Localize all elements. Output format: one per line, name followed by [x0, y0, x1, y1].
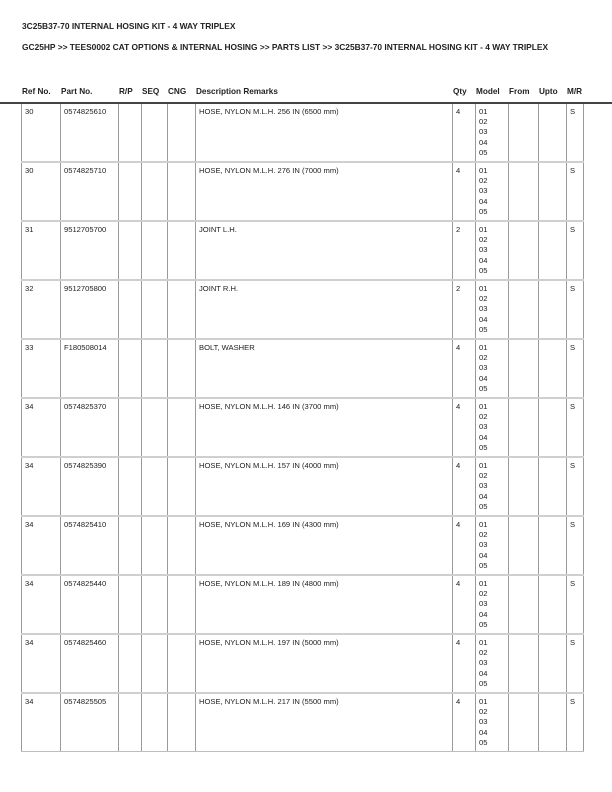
model-code: 05: [479, 442, 488, 452]
cell-ref: 31: [22, 221, 61, 280]
cell-from: [509, 516, 539, 575]
cell-cng: [168, 104, 196, 162]
model-code: 04: [479, 609, 488, 619]
cell-ref: 33: [22, 339, 61, 398]
model-code: 04: [479, 491, 488, 501]
cell-upto: [539, 575, 567, 634]
cell-cng: [168, 516, 196, 575]
cell-part: 0574825505: [61, 693, 119, 752]
cell-part: 0574825370: [61, 398, 119, 457]
cell-qty: 4: [453, 104, 476, 162]
cell-upto: [539, 398, 567, 457]
table-header: [0, 87, 612, 99]
model-code: 04: [479, 727, 488, 737]
cell-rp: [119, 575, 142, 634]
cell-upto: [539, 280, 567, 339]
cell-models: [476, 575, 509, 634]
cell-qty: 4: [453, 339, 476, 398]
cell-desc: HOSE, NYLON M.L.H. 256 IN (6500 mm): [196, 104, 453, 162]
cell-cng: [168, 280, 196, 339]
model-code: 05: [479, 147, 488, 157]
model-code: 04: [479, 432, 488, 442]
cell-ref: 34: [22, 575, 61, 634]
table-row: [22, 693, 584, 752]
col-header-cng: CNG: [168, 87, 187, 96]
col-header-model: Model: [476, 87, 500, 96]
col-header-qty: Qty: [453, 87, 467, 96]
page-title: 3C25B37-70 INTERNAL HOSING KIT - 4 WAY TRIPLEX: [22, 21, 236, 31]
cell-rp: [119, 398, 142, 457]
cell-mr: S: [567, 280, 584, 339]
cell-cng: [168, 398, 196, 457]
cell-desc: HOSE, NYLON M.L.H. 169 IN (4300 mm): [196, 516, 453, 575]
model-code: 02: [479, 294, 488, 304]
model-code: 02: [479, 353, 488, 363]
model-code: 01: [479, 107, 488, 116]
cell-ref: 34: [22, 457, 61, 516]
model-code: 05: [479, 737, 488, 747]
cell-upto: [539, 339, 567, 398]
cell-from: [509, 162, 539, 221]
col-header-upto: Upto: [539, 87, 558, 96]
model-code: 03: [479, 363, 488, 373]
cell-models: [476, 693, 509, 752]
cell-qty: 2: [453, 280, 476, 339]
cell-part: 0574825610: [61, 104, 119, 162]
model-code: 02: [479, 471, 488, 481]
model-code: 02: [479, 530, 488, 540]
cell-mr: S: [567, 634, 584, 693]
breadcrumb: GC25HP >> TEES0002 CAT OPTIONS & INTERNAL HOSING >> PARTS LIST >> 3C25B37-70 INTERNAL HOSING KIT - 4 WAY TRIPLEX: [22, 42, 549, 52]
model-code: 02: [479, 117, 488, 127]
cell-rp: [119, 280, 142, 339]
cell-desc: JOINT R.H.: [196, 280, 453, 339]
cell-models: [476, 634, 509, 693]
cell-seq: [142, 104, 168, 162]
cell-rp: [119, 516, 142, 575]
model-code: 01: [479, 697, 488, 706]
cell-models: [476, 221, 509, 280]
cell-seq: [142, 575, 168, 634]
model-code: 04: [479, 196, 488, 206]
cell-mr: S: [567, 221, 584, 280]
cell-cng: [168, 457, 196, 516]
model-code: 01: [479, 225, 488, 234]
cell-part: 9512705700: [61, 221, 119, 280]
model-code: 01: [479, 579, 488, 588]
model-code: 02: [479, 235, 488, 245]
cell-from: [509, 280, 539, 339]
cell-qty: 4: [453, 634, 476, 693]
cell-rp: [119, 162, 142, 221]
model-code: 03: [479, 717, 488, 727]
table-row: [22, 162, 584, 221]
model-code: 01: [479, 402, 488, 411]
cell-desc: HOSE, NYLON M.L.H. 197 IN (5000 mm): [196, 634, 453, 693]
table-row: [22, 575, 584, 634]
cell-models: [476, 104, 509, 162]
cell-rp: [119, 634, 142, 693]
model-code: 03: [479, 658, 488, 668]
model-code: 05: [479, 265, 488, 275]
cell-part: 0574825460: [61, 634, 119, 693]
table-row: [22, 457, 584, 516]
cell-ref: 34: [22, 398, 61, 457]
model-code: 05: [479, 383, 488, 393]
cell-upto: [539, 457, 567, 516]
cell-from: [509, 104, 539, 162]
cell-cng: [168, 162, 196, 221]
model-code: 01: [479, 520, 488, 529]
cell-from: [509, 339, 539, 398]
cell-part: 0574825440: [61, 575, 119, 634]
cell-qty: 4: [453, 693, 476, 752]
cell-part: F180508014: [61, 339, 119, 398]
table-row: [22, 398, 584, 457]
table-row: [22, 634, 584, 693]
cell-qty: 4: [453, 162, 476, 221]
model-code: 02: [479, 707, 488, 717]
cell-seq: [142, 280, 168, 339]
cell-from: [509, 398, 539, 457]
cell-cng: [168, 634, 196, 693]
cell-models: [476, 457, 509, 516]
parts-table-body: [22, 104, 584, 752]
cell-desc: JOINT L.H.: [196, 221, 453, 280]
model-code: 05: [479, 501, 488, 511]
table-row: [22, 280, 584, 339]
cell-rp: [119, 221, 142, 280]
cell-models: [476, 516, 509, 575]
model-code: 03: [479, 599, 488, 609]
model-code: 04: [479, 314, 488, 324]
cell-upto: [539, 634, 567, 693]
cell-desc: HOSE, NYLON M.L.H. 217 IN (5500 mm): [196, 693, 453, 752]
model-code: 01: [479, 461, 488, 470]
cell-desc: HOSE, NYLON M.L.H. 157 IN (4000 mm): [196, 457, 453, 516]
col-header-seq: SEQ: [142, 87, 160, 96]
col-header-mr: M/R: [567, 87, 583, 96]
cell-mr: S: [567, 104, 584, 162]
cell-ref: 30: [22, 162, 61, 221]
cell-from: [509, 634, 539, 693]
cell-part: 0574825710: [61, 162, 119, 221]
model-code: 03: [479, 186, 488, 196]
model-code: 05: [479, 619, 488, 629]
model-code: 01: [479, 166, 488, 175]
cell-mr: S: [567, 339, 584, 398]
col-header-rp: R/P: [119, 87, 133, 96]
model-code: 03: [479, 540, 488, 550]
cell-rp: [119, 457, 142, 516]
cell-qty: 4: [453, 457, 476, 516]
model-code: 02: [479, 589, 488, 599]
model-code: 01: [479, 284, 488, 293]
model-code: 03: [479, 422, 488, 432]
model-code: 03: [479, 304, 488, 314]
cell-desc: HOSE, NYLON M.L.H. 276 IN (7000 mm): [196, 162, 453, 221]
cell-qty: 4: [453, 398, 476, 457]
cell-desc: BOLT, WASHER: [196, 339, 453, 398]
cell-ref: 34: [22, 634, 61, 693]
table-row: [22, 104, 584, 162]
cell-mr: S: [567, 575, 584, 634]
cell-mr: S: [567, 457, 584, 516]
cell-ref: 34: [22, 516, 61, 575]
cell-from: [509, 221, 539, 280]
cell-qty: 2: [453, 221, 476, 280]
cell-qty: 4: [453, 575, 476, 634]
cell-upto: [539, 162, 567, 221]
cell-mr: S: [567, 162, 584, 221]
cell-rp: [119, 339, 142, 398]
model-code: 02: [479, 648, 488, 658]
col-header-desc: Description Remarks: [196, 87, 278, 96]
model-code: 03: [479, 245, 488, 255]
model-code: 04: [479, 255, 488, 265]
model-code: 02: [479, 176, 488, 186]
model-code: 04: [479, 137, 488, 147]
cell-upto: [539, 693, 567, 752]
model-code: 05: [479, 206, 488, 216]
cell-ref: 32: [22, 280, 61, 339]
cell-upto: [539, 104, 567, 162]
cell-mr: S: [567, 693, 584, 752]
cell-models: [476, 398, 509, 457]
model-code: 05: [479, 678, 488, 688]
parts-table: [21, 104, 584, 752]
cell-part: 0574825410: [61, 516, 119, 575]
cell-cng: [168, 339, 196, 398]
cell-ref: 30: [22, 104, 61, 162]
cell-seq: [142, 516, 168, 575]
col-header-part: Part No.: [61, 87, 93, 96]
cell-qty: 4: [453, 516, 476, 575]
cell-seq: [142, 162, 168, 221]
col-header-from: From: [509, 87, 530, 96]
cell-seq: [142, 634, 168, 693]
cell-part: 0574825390: [61, 457, 119, 516]
cell-desc: HOSE, NYLON M.L.H. 146 IN (3700 mm): [196, 398, 453, 457]
cell-cng: [168, 575, 196, 634]
model-code: 01: [479, 343, 488, 352]
table-row: [22, 339, 584, 398]
table-row: [22, 516, 584, 575]
model-code: 02: [479, 412, 488, 422]
model-code: 04: [479, 373, 488, 383]
cell-seq: [142, 457, 168, 516]
cell-seq: [142, 339, 168, 398]
cell-desc: HOSE, NYLON M.L.H. 189 IN (4800 mm): [196, 575, 453, 634]
cell-from: [509, 693, 539, 752]
cell-mr: S: [567, 516, 584, 575]
cell-from: [509, 457, 539, 516]
cell-ref: 34: [22, 693, 61, 752]
table-row: [22, 221, 584, 280]
cell-cng: [168, 221, 196, 280]
cell-seq: [142, 398, 168, 457]
model-code: 04: [479, 550, 488, 560]
cell-from: [509, 575, 539, 634]
cell-cng: [168, 693, 196, 752]
cell-upto: [539, 221, 567, 280]
cell-mr: S: [567, 398, 584, 457]
cell-models: [476, 339, 509, 398]
model-code: 05: [479, 324, 488, 334]
cell-seq: [142, 221, 168, 280]
col-header-ref: Ref No.: [22, 87, 51, 96]
model-code: 01: [479, 638, 488, 647]
cell-models: [476, 162, 509, 221]
cell-rp: [119, 104, 142, 162]
model-code: 03: [479, 127, 488, 137]
cell-models: [476, 280, 509, 339]
cell-upto: [539, 516, 567, 575]
cell-part: 9512705800: [61, 280, 119, 339]
cell-seq: [142, 693, 168, 752]
model-code: 05: [479, 560, 488, 570]
model-code: 03: [479, 481, 488, 491]
cell-rp: [119, 693, 142, 752]
model-code: 04: [479, 668, 488, 678]
